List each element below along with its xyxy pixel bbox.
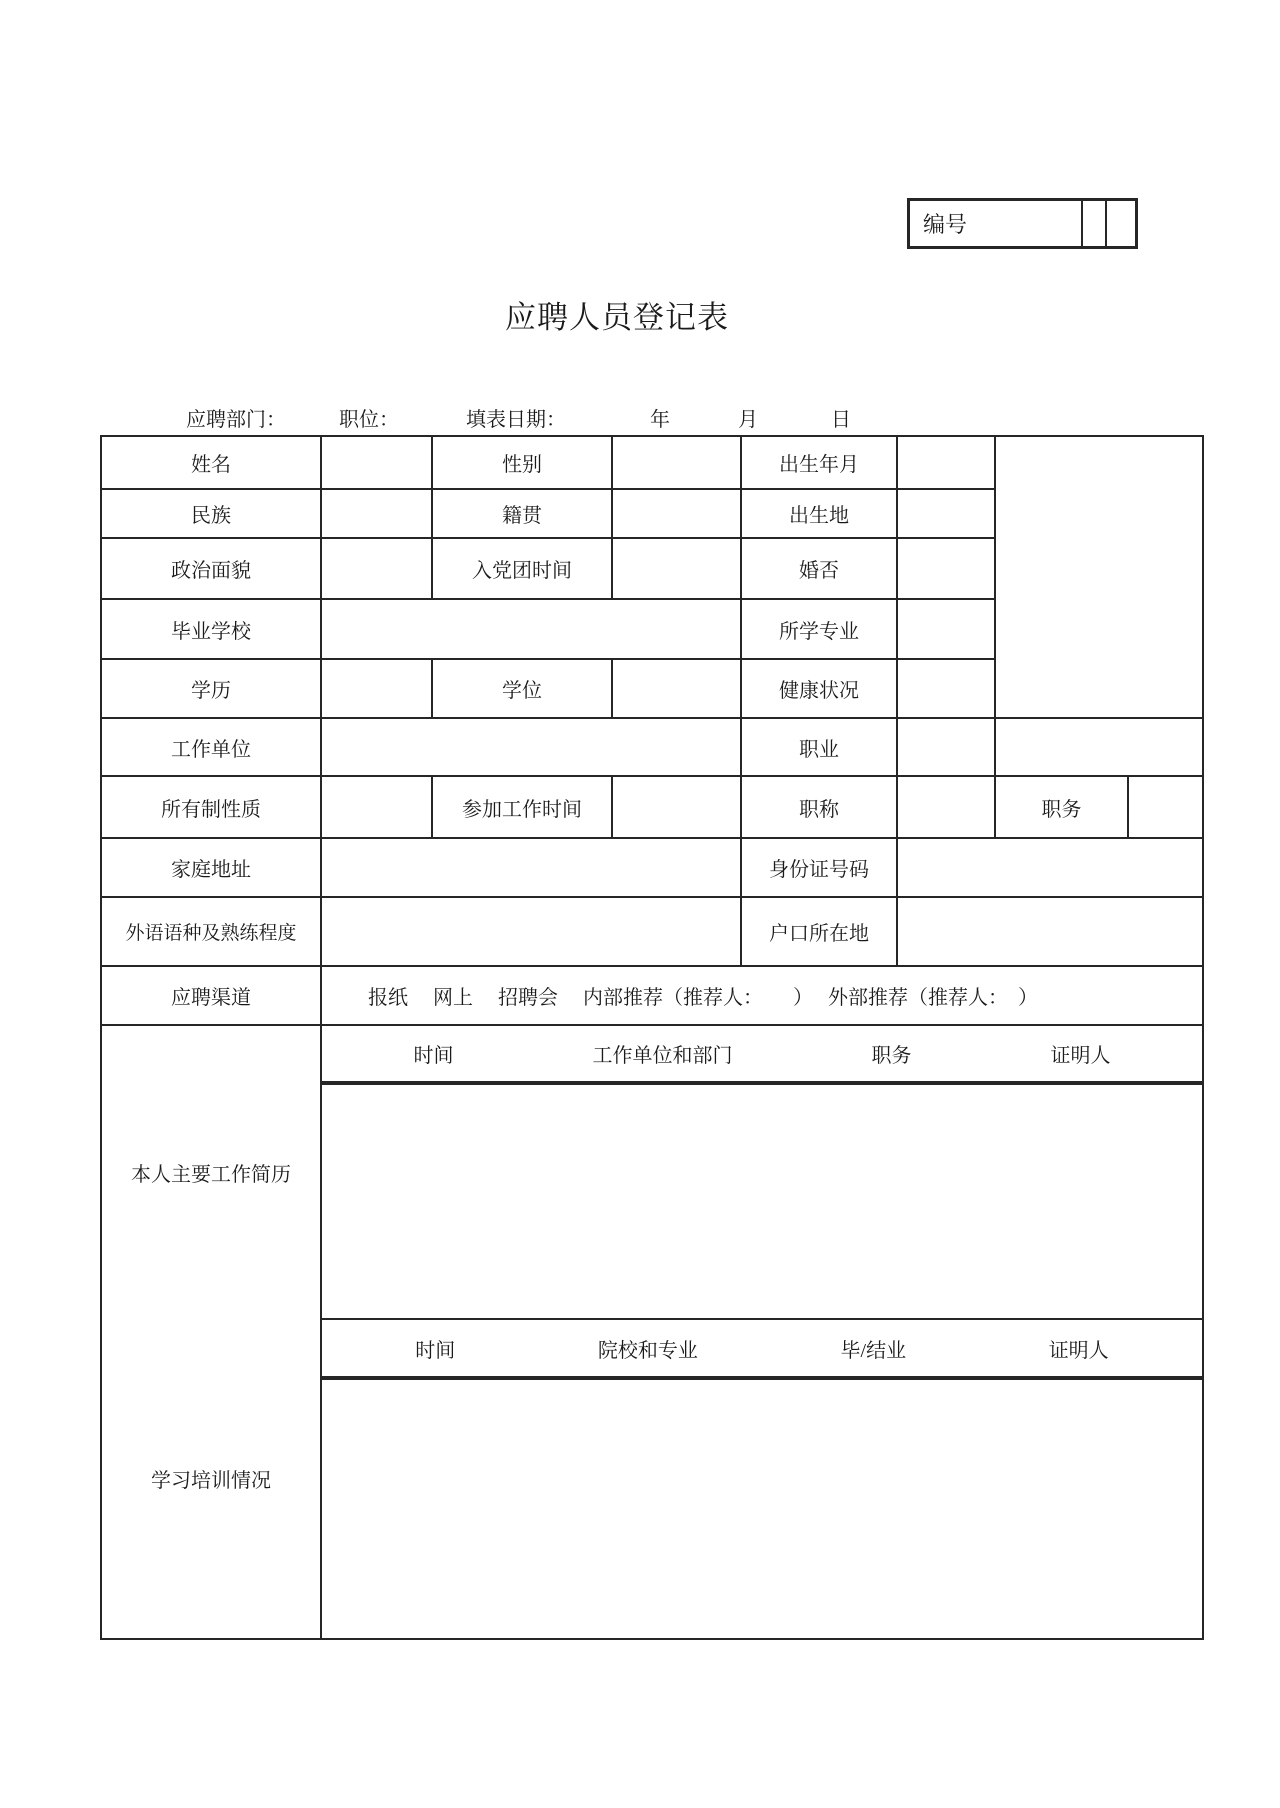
id-number-label: 身份证号码 (742, 839, 898, 898)
degree-input-cell[interactable] (613, 660, 742, 719)
training-header-school: 院校和专业 (597, 1339, 698, 1362)
photo-area[interactable] (996, 437, 1204, 719)
birth-date-input-cell[interactable] (898, 437, 996, 490)
dept-label: 应聘部门： (186, 409, 286, 431)
day-label: 日 (831, 409, 851, 431)
work-start-input-cell[interactable] (613, 777, 742, 839)
work-header-duty: 职务 (871, 1045, 912, 1067)
political-status-input-cell[interactable] (322, 539, 433, 600)
prof-title-input-cell[interactable] (898, 777, 996, 839)
work-history-label: 本人主要工作简历 (131, 1164, 291, 1187)
birth-place-input-cell[interactable] (898, 490, 996, 539)
ownership-input-cell[interactable] (322, 777, 433, 839)
household-label: 户口所在地 (742, 898, 898, 967)
education-input-cell[interactable] (322, 660, 433, 719)
position-label: 职位： (339, 409, 399, 431)
party-time-label: 入党团时间 (433, 539, 613, 600)
month-label: 月 (738, 409, 758, 431)
health-input-cell[interactable] (898, 660, 996, 719)
work-header-witness: 证明人 (1050, 1045, 1111, 1067)
ethnicity-input-cell[interactable] (322, 490, 433, 539)
work-start-label: 参加工作时间 (433, 777, 613, 839)
birth-date-label: 出生年月 (742, 437, 898, 490)
major-label: 所学专业 (742, 600, 898, 660)
occupation-input-cell[interactable] (898, 719, 996, 777)
occupation-extra-cell[interactable] (996, 719, 1204, 777)
marital-label: 婚否 (742, 539, 898, 600)
school-label: 毕业学校 (102, 600, 322, 660)
training-header-time: 时间 (415, 1339, 456, 1362)
section-label-column (102, 1026, 322, 1640)
year-label: 年 (650, 409, 670, 431)
serial-number-label: 编号 (910, 201, 1083, 246)
prof-title-label: 职称 (742, 777, 898, 839)
education-label: 学历 (102, 660, 322, 719)
work-header-time: 时间 (413, 1045, 454, 1067)
registration-table (100, 435, 1204, 1640)
training-input-area[interactable] (322, 1380, 1204, 1640)
native-place-label: 籍贯 (433, 490, 613, 539)
training-header-witness: 证明人 (1048, 1339, 1109, 1362)
occupation-label: 职业 (742, 719, 898, 777)
degree-label: 学位 (433, 660, 613, 719)
work-unit-input-cell[interactable] (322, 719, 742, 777)
name-label: 姓名 (102, 437, 322, 490)
work-history-input-area[interactable] (322, 1085, 1204, 1320)
channel-label: 应聘渠道 (102, 967, 322, 1026)
gender-label: 性别 (433, 437, 613, 490)
page-title: 应聘人员登记表 (505, 300, 729, 335)
party-time-input-cell[interactable] (613, 539, 742, 600)
ethnicity-label: 民族 (102, 490, 322, 539)
training-header-completion: 毕/结业 (840, 1339, 907, 1362)
training-label: 学习培训情况 (151, 1470, 271, 1493)
serial-number-cell-1[interactable] (1083, 201, 1107, 246)
address-label: 家庭地址 (102, 839, 322, 898)
foreign-lang-label: 外语语种及熟练程度 (102, 898, 322, 967)
duty-label: 职务 (996, 777, 1129, 839)
marital-input-cell[interactable] (898, 539, 996, 600)
work-history-header (322, 1026, 1204, 1085)
form-header-line (0, 403, 1280, 431)
ownership-label: 所有制性质 (102, 777, 322, 839)
foreign-lang-input-cell[interactable] (322, 898, 742, 967)
training-header (322, 1320, 1204, 1380)
household-input-cell[interactable] (898, 898, 1204, 967)
work-unit-label: 工作单位 (102, 719, 322, 777)
gender-input-cell[interactable] (613, 437, 742, 490)
serial-number-box (907, 198, 1138, 249)
name-input-cell[interactable] (322, 437, 433, 490)
work-header-unit: 工作单位和部门 (592, 1045, 733, 1067)
school-input-cell[interactable] (322, 600, 742, 660)
duty-input-cell[interactable] (1129, 777, 1204, 839)
health-label: 健康状况 (742, 660, 898, 719)
date-label: 填表日期： (466, 409, 566, 431)
native-place-input-cell[interactable] (613, 490, 742, 539)
political-status-label: 政治面貌 (102, 539, 322, 600)
serial-number-cell-2[interactable] (1107, 201, 1135, 246)
id-number-input-cell[interactable] (898, 839, 1204, 898)
address-input-cell[interactable] (322, 839, 742, 898)
birth-place-label: 出生地 (742, 490, 898, 539)
major-input-cell[interactable] (898, 600, 996, 660)
channel-options: 报纸 网上 招聘会 内部推荐（推荐人： ） 外部推荐（推荐人： ） (322, 967, 1204, 1026)
